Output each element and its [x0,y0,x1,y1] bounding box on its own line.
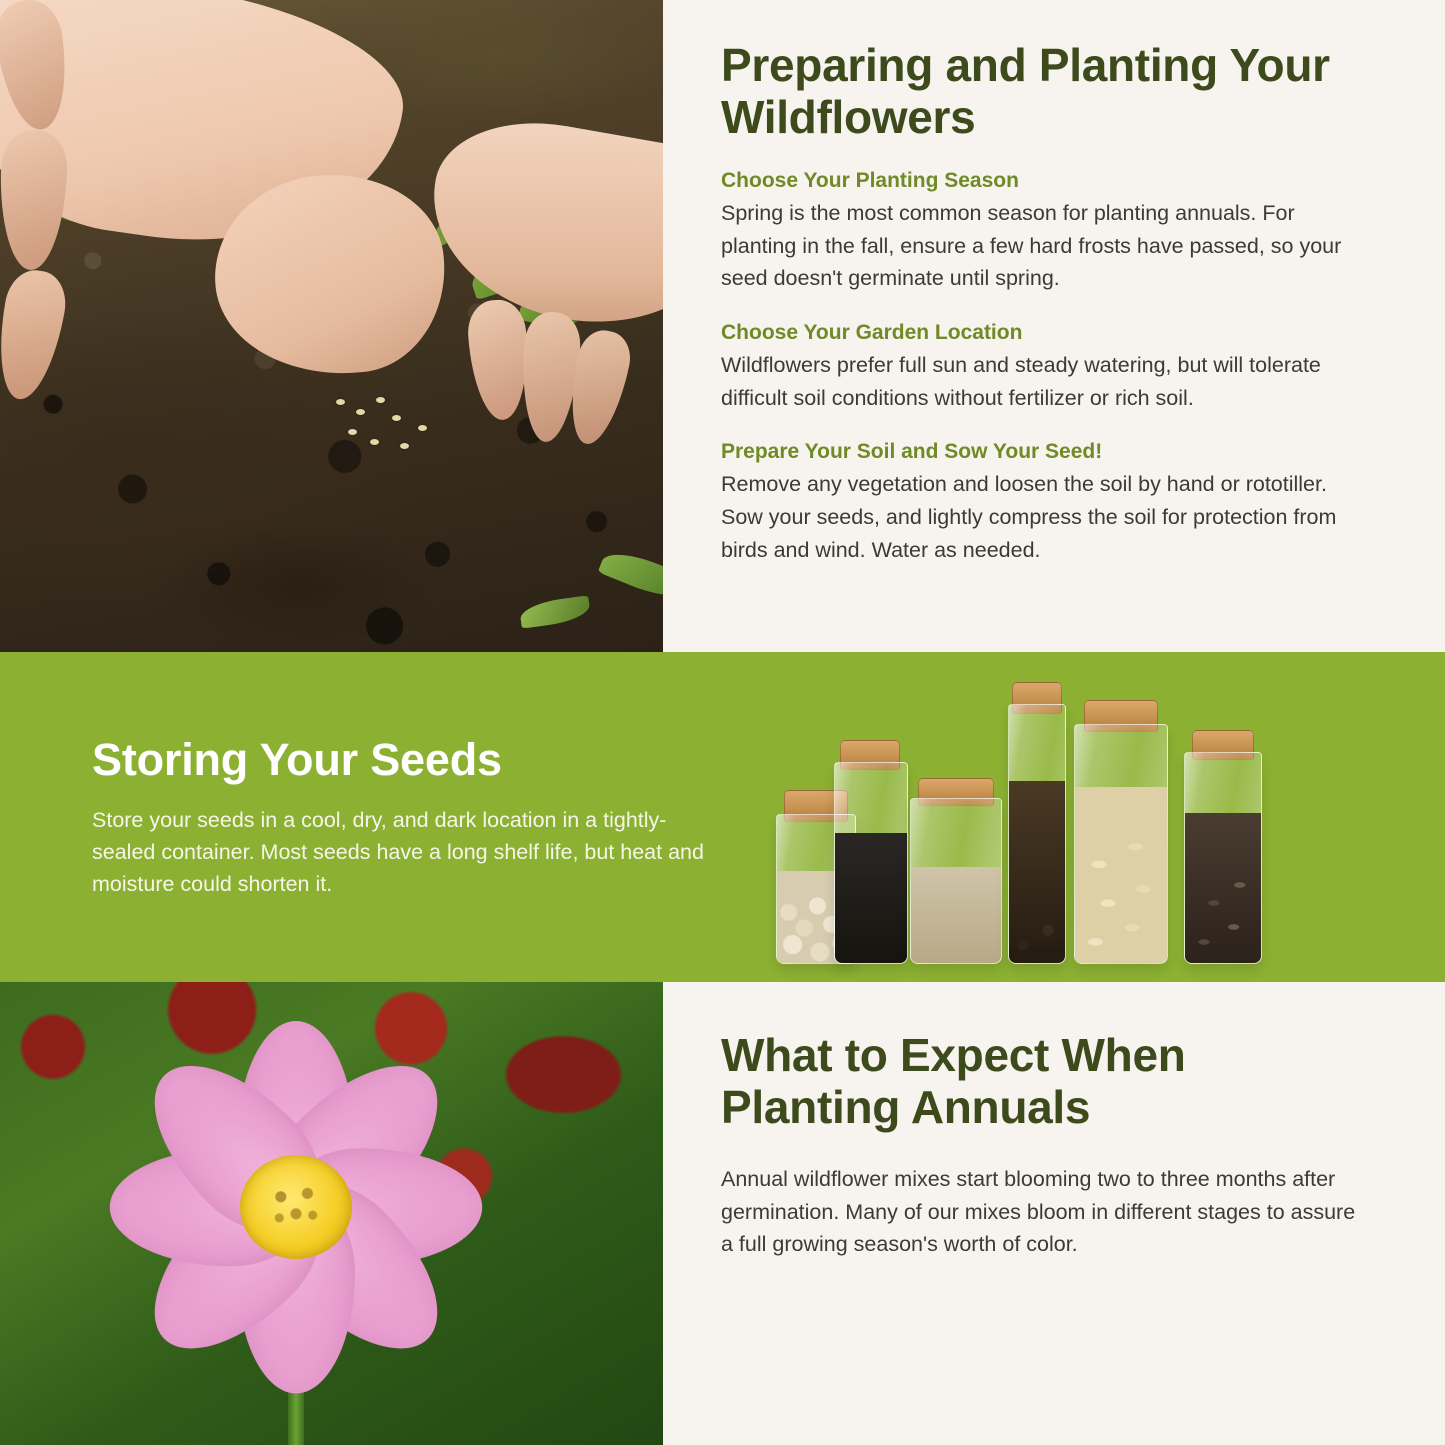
subheading-planting-season: Choose Your Planting Season [721,169,1019,193]
storing-title: Storing Your Seeds [92,733,502,785]
jar-ground-seed [910,798,1002,964]
jar-tall-dark-seeds [1008,704,1066,964]
paragraph-prepare-soil: Remove any vegetation and loosen the soil by hand or rototiller. Sow your seeds, and lightly compress the soil for protection from birds and wind. Water as needed. [721,472,1337,562]
section-preparing-and-planting [0,0,1445,652]
jar-black-seeds [834,762,908,964]
section-what-to-expect [0,982,1445,1445]
seed-jars-image [760,652,1445,982]
paragraph-garden-location: Wildflowers prefer full sun and steady watering, but will tolerate difficult soil conditions without fertilizer or rich soil. [721,353,1321,410]
subheading-prepare-soil: Prepare Your Soil and Sow Your Seed! [721,440,1103,464]
cosmos-flower-image [0,982,663,1445]
jar-pumpkin-seeds [1074,724,1168,964]
jar-sunflower-seeds [1184,752,1262,964]
jar-contents [1075,787,1167,963]
expect-title: What to Expect When Planting Annuals [721,1029,1186,1133]
cosmos-bloom [36,1012,556,1402]
jar-contents [911,867,1001,963]
section-storing-your-seeds [0,652,1445,982]
hand-sowing-seeds-image [0,0,663,652]
planting-text-column [663,0,1445,652]
flower-center [240,1155,352,1259]
jar-contents [1009,781,1065,963]
falling-seeds [330,395,450,465]
subheading-garden-location: Choose Your Garden Location [721,321,1023,345]
storing-text-column [0,734,760,901]
expect-text-column [663,982,1445,1445]
jar-contents [1185,813,1261,963]
paragraph-planting-season: Spring is the most common season for planting annuals. For planting in the fall, ensure a few hard frosts have passed, so your seed doesn't germinate until spring. [721,201,1342,291]
expect-paragraph: Annual wildflower mixes start blooming two to three months after germination. Many of our mixes bloom in different stages to assure a full growing season's worth of color. [721,1167,1356,1257]
jar-contents [835,833,907,963]
page-title: Preparing and Planting Your Wildflowers [721,39,1330,143]
storing-paragraph: Store your seeds in a cool, dry, and dark location in a tightly-sealed container. Most seeds have a long shelf life, but heat and moisture could shorten it. [92,807,704,897]
